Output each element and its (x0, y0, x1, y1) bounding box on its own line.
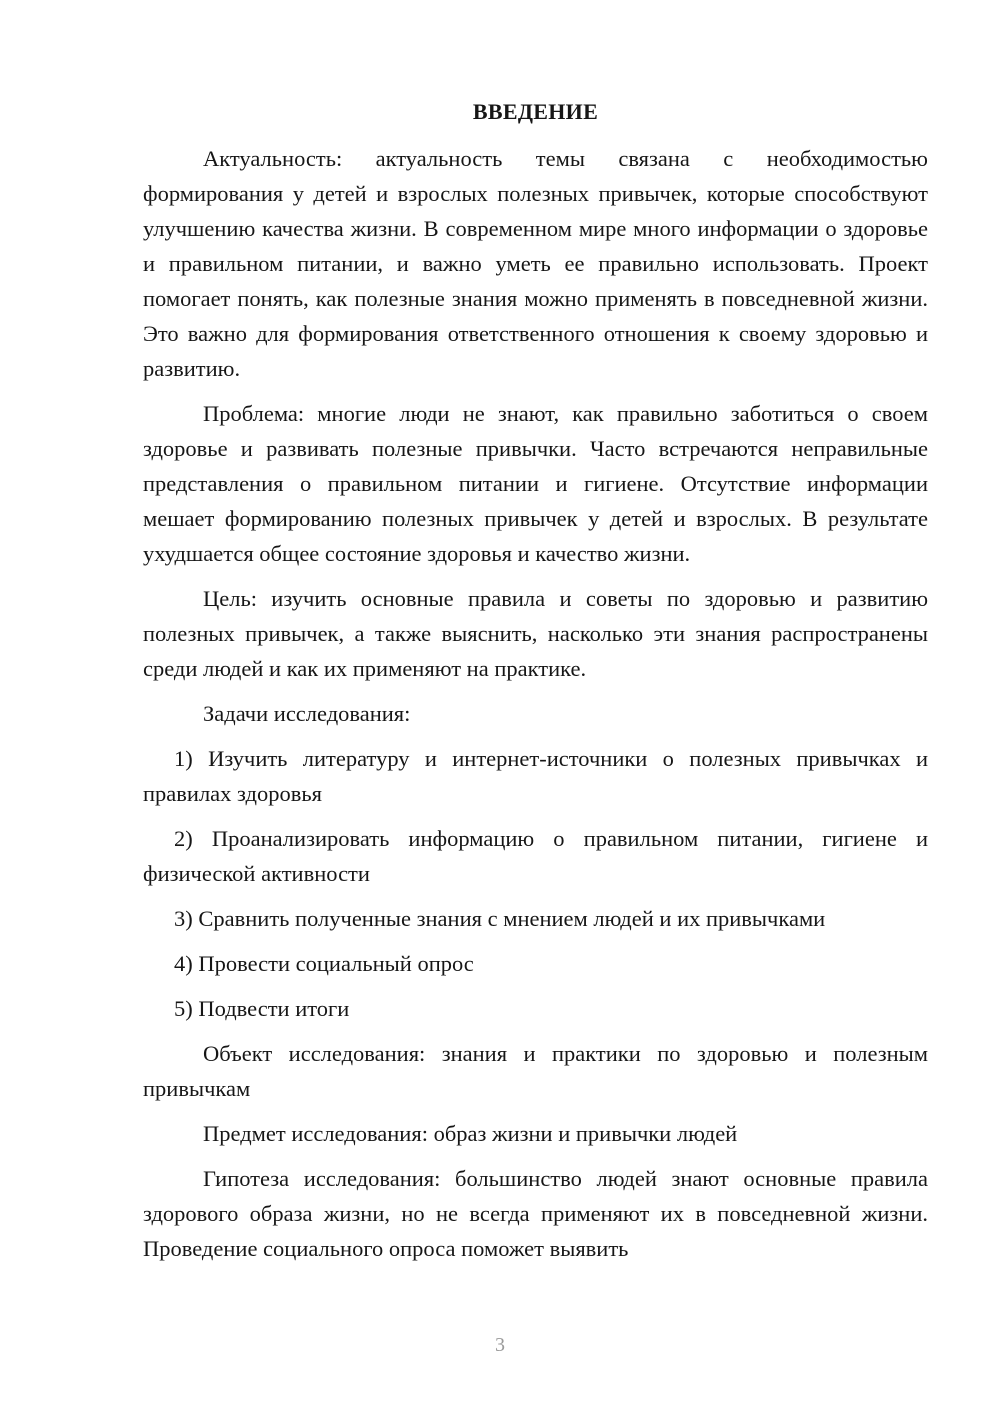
tasks-heading: Задачи исследования: (203, 701, 411, 726)
task-item: 2) Проанализировать информацию о правильном питании, гигиене и физической активности (143, 826, 928, 886)
problem-paragraph: Проблема: многие люди не знают, как правильно заботиться о своем здоровье и развивать полезные привычки. Часто встречаются неправильные представления о правильном питании и гигиене. Отсутствие информации мешает формированию полезных привычек у детей и взрослых. В результате ухудшается общее состояние здоровья и качество жизни. (143, 401, 928, 566)
section-title: ВВЕДЕНИЕ (472, 99, 599, 124)
subject-paragraph: Предмет исследования: образ жизни и привычки людей (203, 1121, 738, 1146)
task-item: 3) Сравнить полученные знания с мнением людей и их привычками (174, 906, 826, 931)
page-content (143, 94, 928, 1276)
object-paragraph: Объект исследования: знания и практики по здоровью и полезным привычкам (143, 1041, 928, 1101)
task-item: 1) Изучить литературу и интернет-источники о полезных привычках и правилах здоровья (143, 746, 928, 806)
relevance-paragraph: Актуальность: актуальность темы связана с необходимостью формирования у детей и взрослых полезных привычек, которые способствуют улучшению качества жизни. В современном мире много информации о здоровье и правильном питании, и важно уметь ее правильно использовать. Проект помогает понять, как полезные знания можно применять в повседневной жизни. Это важно для формирования ответственного отношения к своему здоровью и развитию. (143, 146, 928, 381)
task-item: 5) Подвести итоги (174, 996, 350, 1021)
hypothesis-paragraph: Гипотеза исследования: большинство людей знают основные правила здорового образа жизни, но не всегда применяют их в повседневной жизни. Проведение социального опроса поможет выявить (143, 1166, 928, 1261)
task-item: 4) Провести социальный опрос (174, 951, 474, 976)
page-number: 3 (495, 1334, 505, 1356)
goal-paragraph: Цель: изучить основные правила и советы по здоровью и развитию полезных привычек, а также выяснить, насколько эти знания распространены среди людей и как их применяют на практике. (143, 586, 928, 681)
